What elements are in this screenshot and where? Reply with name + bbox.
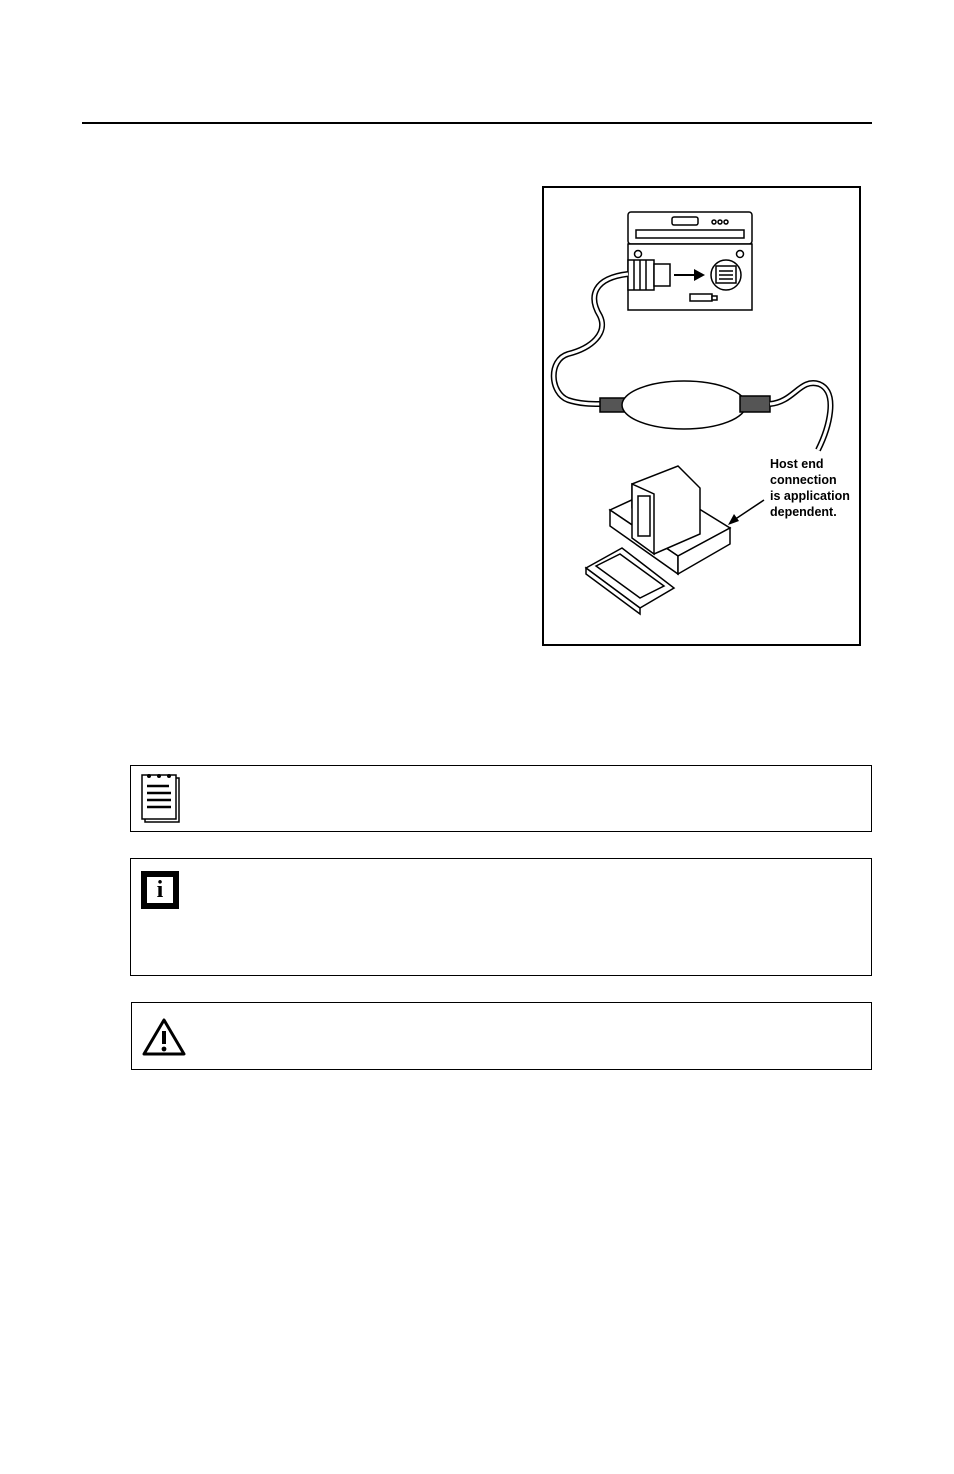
caution-icon <box>142 1017 186 1057</box>
note-box <box>130 765 872 832</box>
connection-figure <box>542 186 861 646</box>
info-box <box>130 858 872 976</box>
info-icon-letter: i <box>147 877 173 903</box>
host-computer <box>586 466 730 614</box>
callout-line: connection <box>770 473 837 487</box>
interface-module <box>600 381 770 429</box>
callout-line: is application <box>770 489 850 503</box>
host-end-callout <box>770 456 862 520</box>
cable <box>554 274 628 404</box>
caution-box <box>131 1002 872 1070</box>
info-icon <box>141 871 179 909</box>
callout-arrow <box>728 500 764 525</box>
header-rule <box>82 122 872 124</box>
scanner-host-illustration <box>544 188 859 644</box>
note-icon <box>141 772 183 824</box>
callout-line: dependent. <box>770 505 837 519</box>
callout-line: Host end <box>770 457 824 471</box>
cable-plug <box>628 260 670 290</box>
